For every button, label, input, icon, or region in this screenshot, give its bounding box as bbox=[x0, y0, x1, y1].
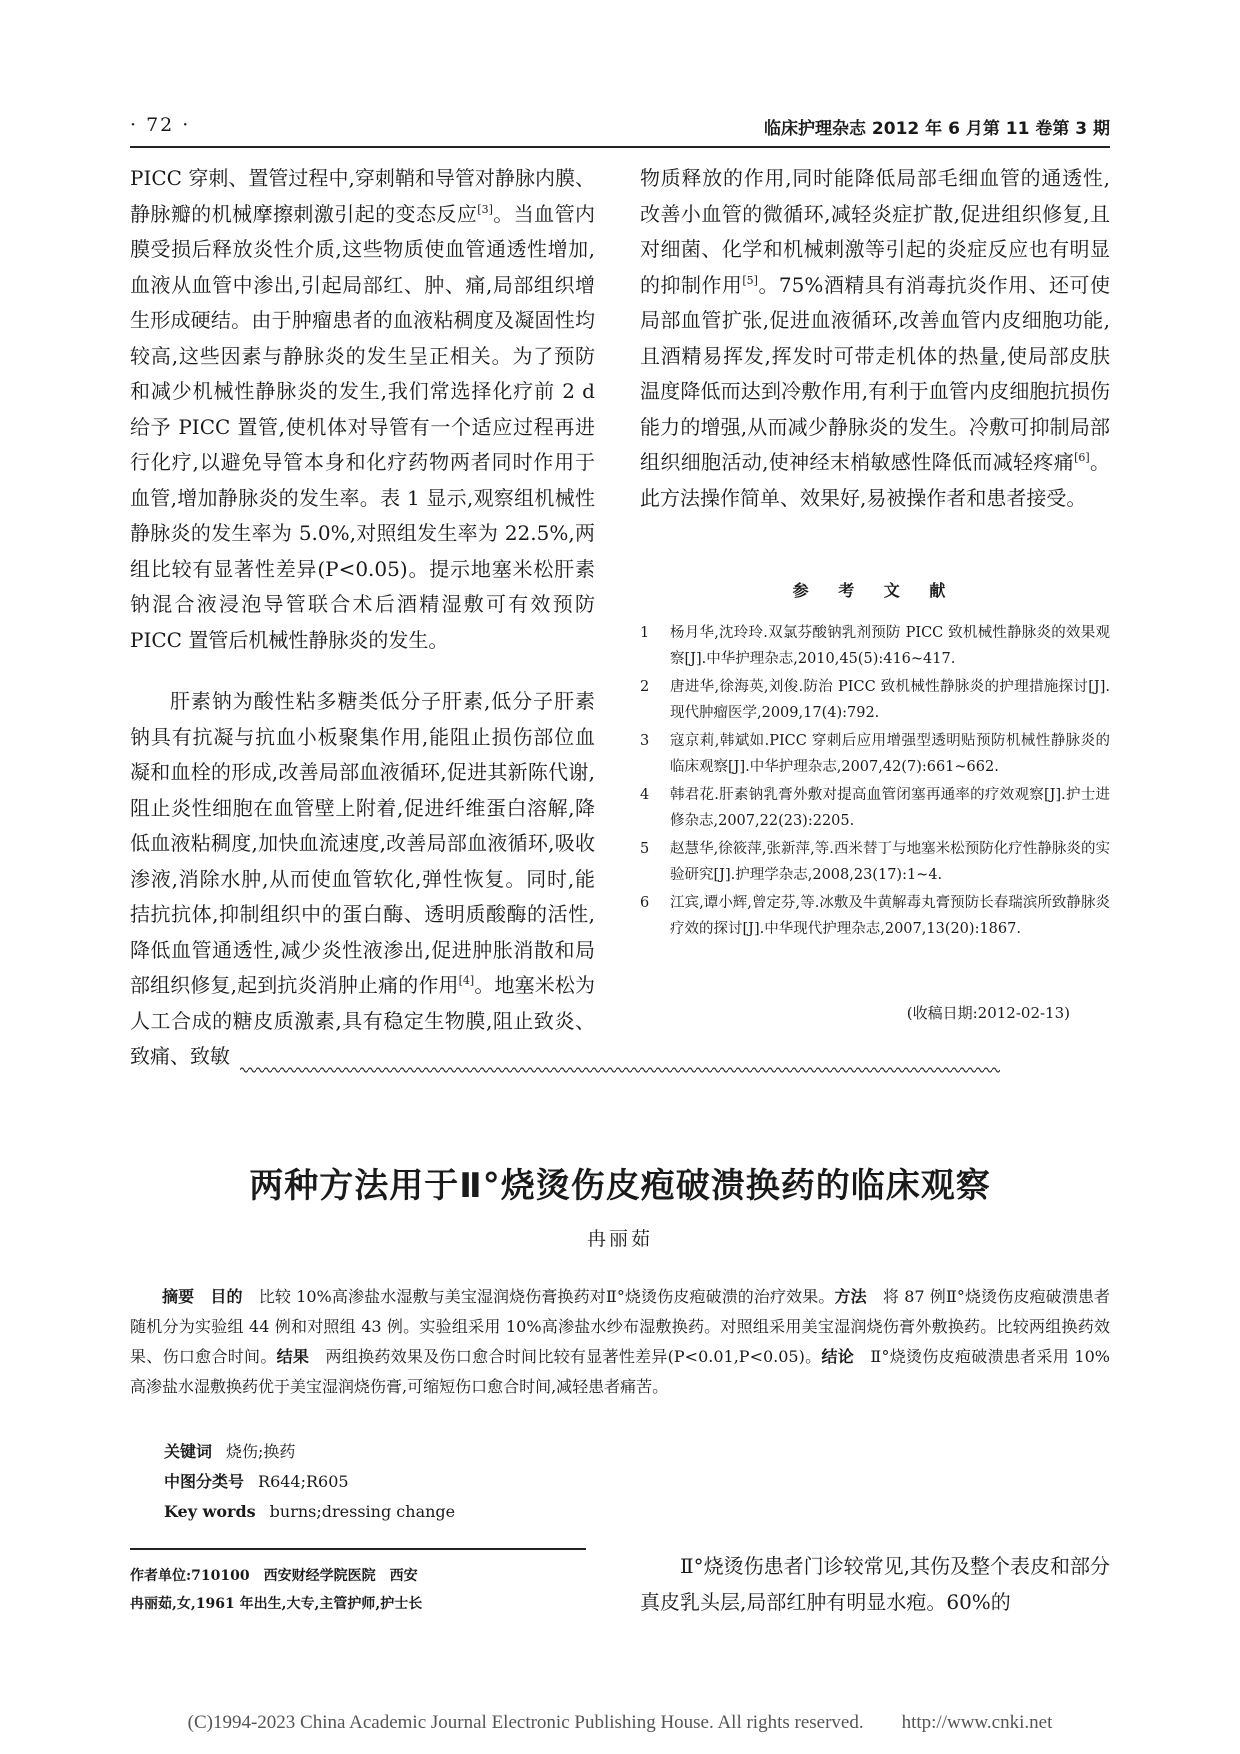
keywords-label: 关键词 bbox=[164, 1442, 213, 1461]
objective-label: 目的 bbox=[210, 1287, 243, 1306]
reference-item bbox=[640, 620, 1110, 672]
citation: [6] bbox=[1074, 451, 1090, 464]
left-paragraph-2 bbox=[130, 684, 595, 1075]
reference-number: 2 bbox=[640, 679, 650, 695]
text-run: 物质释放的作用,同时能降低局部毛细血管的通透性,改善小血管的微循环,减轻炎症扩散,促进组织修复,且对细菌、化学和机械刺激等引起的炎症反应也有明显的抑制作用 bbox=[640, 166, 1110, 297]
text-run: PICC 穿刺、置管过程中,穿刺鞘和导管对静脉内膜、静脉瓣的机械摩擦刺激引起的变态反应 bbox=[130, 166, 595, 226]
keywords-en-line bbox=[164, 1498, 455, 1526]
reference-number: 4 bbox=[640, 787, 650, 803]
reference-text: 韩君花.肝素钠乳膏外敷对提高血管闭塞再通率的疗效观察[J].护士进修杂志,2007,22(23):2205. bbox=[670, 787, 1110, 829]
reference-number: 1 bbox=[640, 625, 650, 641]
received-date: (收稿日期:2012-02-13) bbox=[906, 1004, 1070, 1022]
article-title: 两种方法用于Ⅱ°烧烫伤皮疱破溃换药的临床观察 bbox=[249, 1166, 991, 1206]
text-run: 肝素钠为酸性粘多糖类低分子肝素,低分子肝素钠具有抗凝与抗血小板聚集作用,能阻止损伤部位血凝和血栓的形成,改善局部血液循环,促进其新陈代谢,阻止炎性细胞在血管壁上附着,促进纤维蛋白溶解,降低血液粘稠度,加快血流速度,改善局部血液循环,吸收渗液,消除水肿,从而使血管软化,弹性恢复。同时,能拮抗抗体,抑制组织中的蛋白酶、透明质酸酶的活性,降低血管通透性,减少炎性液渗出,促进肿胀消散和局部组织修复,起到抗炎消肿止痛的作用 bbox=[130, 689, 595, 997]
citation: [5] bbox=[742, 273, 758, 287]
classification-label: 中图分类号 bbox=[164, 1472, 245, 1491]
keywords-en-text: burns;dressing change bbox=[269, 1502, 456, 1521]
keywords-text: 烧伤;换药 bbox=[226, 1442, 296, 1461]
objective-text: 比较 10%高渗盐水湿敷与美宝湿润烧伤膏换药对Ⅱ°烧烫伤皮疱破溃的治疗效果。 bbox=[258, 1287, 835, 1306]
intro-text: Ⅱ°烧烫伤患者门诊较常见,其伤及整个表皮和部分真皮乳头层,局部红肿有明显水疱。60%的 bbox=[640, 1554, 1110, 1614]
conclusion-text: Ⅱ°烧烫伤皮疱破溃患者采用 10%高渗盐水湿敷换药优于美宝湿润烧伤膏,可缩短伤口愈合时间,减轻患者痛苦。 bbox=[130, 1347, 1110, 1396]
text-run: 。当血管内膜受损后释放炎性介质,这些物质使血管通透性增加,血液从血管中渗出,引起局部红、肿、痛,局部组织增生形成硬结。由于肿瘤患者的血液粘稠度及凝固性均较高,这些因素与静脉炎的发生呈正相关。为了预防和减少机械性静脉炎的发生,我们常选择化疗前 2 d 给予 PICC 置管,使机体对导管有一个适应过程再进行化疗,以避免导管本身和化疗药物两者同时作用于血管,增加静脉炎的发生率。表 1 显示,观察组机械性静脉炎的发生率为 5.0%,对照组发生率为 22.5%,两组比较有显著性差异(P<0.05)。提示地塞米松肝素钠混合液浸泡导管联合术后酒精湿敷可有效预防 PICC 置管后机械性静脉炎的发生。 bbox=[130, 201, 596, 652]
reference-number: 5 bbox=[640, 841, 650, 857]
conclusion-label: 结论 bbox=[821, 1347, 855, 1366]
citation: [3] bbox=[477, 202, 493, 216]
text-run: 。地塞米松为人工合成的糖皮质激素,具有稳定生物膜,阻止致炎、致痛、致敏 bbox=[130, 973, 595, 1068]
reference-text: 唐进华,徐海英,刘俊.防治 PICC 致机械性静脉炎的护理措施探讨[J].现代肿瘤医学,2009,17(4):792. bbox=[670, 679, 1110, 721]
reference-text: 赵慧华,徐筱萍,张新萍,等.西米替丁与地塞米松预防化疗性静脉炎的实验研究[J].护理学杂志,2008,23(17):1~4. bbox=[670, 841, 1110, 883]
methods-label: 方法 bbox=[834, 1287, 867, 1306]
footnotes bbox=[130, 1562, 600, 1618]
header-rule bbox=[130, 146, 1110, 148]
right-paragraph-1 bbox=[640, 161, 1110, 516]
reference-number: 6 bbox=[640, 895, 650, 911]
keywords-en-label: Key words bbox=[164, 1502, 256, 1521]
classification-text: R644;R605 bbox=[258, 1472, 349, 1491]
reference-list bbox=[640, 620, 1110, 944]
left-paragraph-1 bbox=[130, 161, 595, 658]
reference-item bbox=[640, 728, 1110, 780]
footnote-rule bbox=[130, 1548, 586, 1550]
left-column bbox=[130, 161, 595, 1075]
classification-line bbox=[164, 1468, 349, 1496]
reference-item bbox=[640, 836, 1110, 888]
reference-item bbox=[640, 782, 1110, 834]
page-number: · 72 · bbox=[130, 114, 191, 136]
reference-item bbox=[640, 890, 1110, 942]
intro-paragraph bbox=[640, 1548, 1110, 1620]
article-author: 冉丽茹 bbox=[586, 1228, 653, 1250]
results-label: 结果 bbox=[276, 1347, 310, 1366]
citation: [4] bbox=[458, 974, 475, 987]
methods-text: 将 87 例Ⅱ°烧烫伤皮疱破溃患者随机分为实验组 44 例和对照组 43 例。实验组采用 10%高渗盐水纱布湿敷换药。对照组采用美宝湿润烧伤膏外敷换药。比较两组换药效果、伤口愈合时间。 bbox=[130, 1287, 1110, 1366]
reference-text: 杨月华,沈玲玲.双氯芬酸钠乳剂预防 PICC 致机械性静脉炎的效果观察[J].中华护理杂志,2010,45(5):416~417. bbox=[670, 625, 1110, 667]
reference-number: 3 bbox=[640, 733, 650, 749]
right-column bbox=[640, 161, 1110, 516]
wavy-section-divider bbox=[240, 1066, 1000, 1074]
abstract-label: 摘要 bbox=[162, 1287, 195, 1306]
paragraph-gap bbox=[130, 658, 595, 684]
results-text: 两组换药效果及伤口愈合时间比较有显著性差异(P<0.01,P<0.05)。 bbox=[325, 1347, 822, 1366]
text-run: 。此方法操作简单、效果好,易被操作者和患者接受。 bbox=[640, 450, 1111, 510]
reference-item bbox=[640, 674, 1110, 726]
copyright-footer: (C)1994-2023 China Academic Journal Electronic Publishing House. All rights reserved. http://www.cnki.net bbox=[187, 1712, 1053, 1733]
journal-running-head: 临床护理杂志 2012 年 6 月第 11 卷第 3 期 bbox=[764, 119, 1110, 139]
references-heading: 参 考 文 献 bbox=[792, 581, 958, 600]
reference-text: 江宾,谭小辉,曾定芬,等.冰敷及牛黄解毒丸膏预防长春瑞滨所致静脉炎疗效的探讨[J].中华现代护理杂志,2007,13(20):1867. bbox=[670, 895, 1110, 937]
footnote-affiliation: 作者单位:710100 西安财经学院医院 西安 bbox=[130, 1568, 418, 1584]
text-run: 。75%酒精具有消毒抗炎作用、还可使局部血管扩张,促进血液循环,改善血管内皮细胞功能,且酒精易挥发,挥发时可带走机体的热量,使局部皮肤温度降低而达到冷敷作用,有利于血管内皮细胞抗损伤能力的增强,从而减少静脉炎的发生。冷敷可抑制局部组织细胞活动,使神经末梢敏感性降低而减轻疼痛 bbox=[640, 272, 1111, 474]
abstract bbox=[130, 1282, 1110, 1402]
footnote-author: 冉丽茹,女,1961 年出生,大专,主管护师,护士长 bbox=[130, 1596, 423, 1612]
reference-text: 寇京莉,韩斌如.PICC 穿刺后应用增强型透明贴预防机械性静脉炎的临床观察[J].中华护理杂志,2007,42(7):661~662. bbox=[670, 733, 1110, 775]
keywords-line bbox=[164, 1438, 295, 1466]
